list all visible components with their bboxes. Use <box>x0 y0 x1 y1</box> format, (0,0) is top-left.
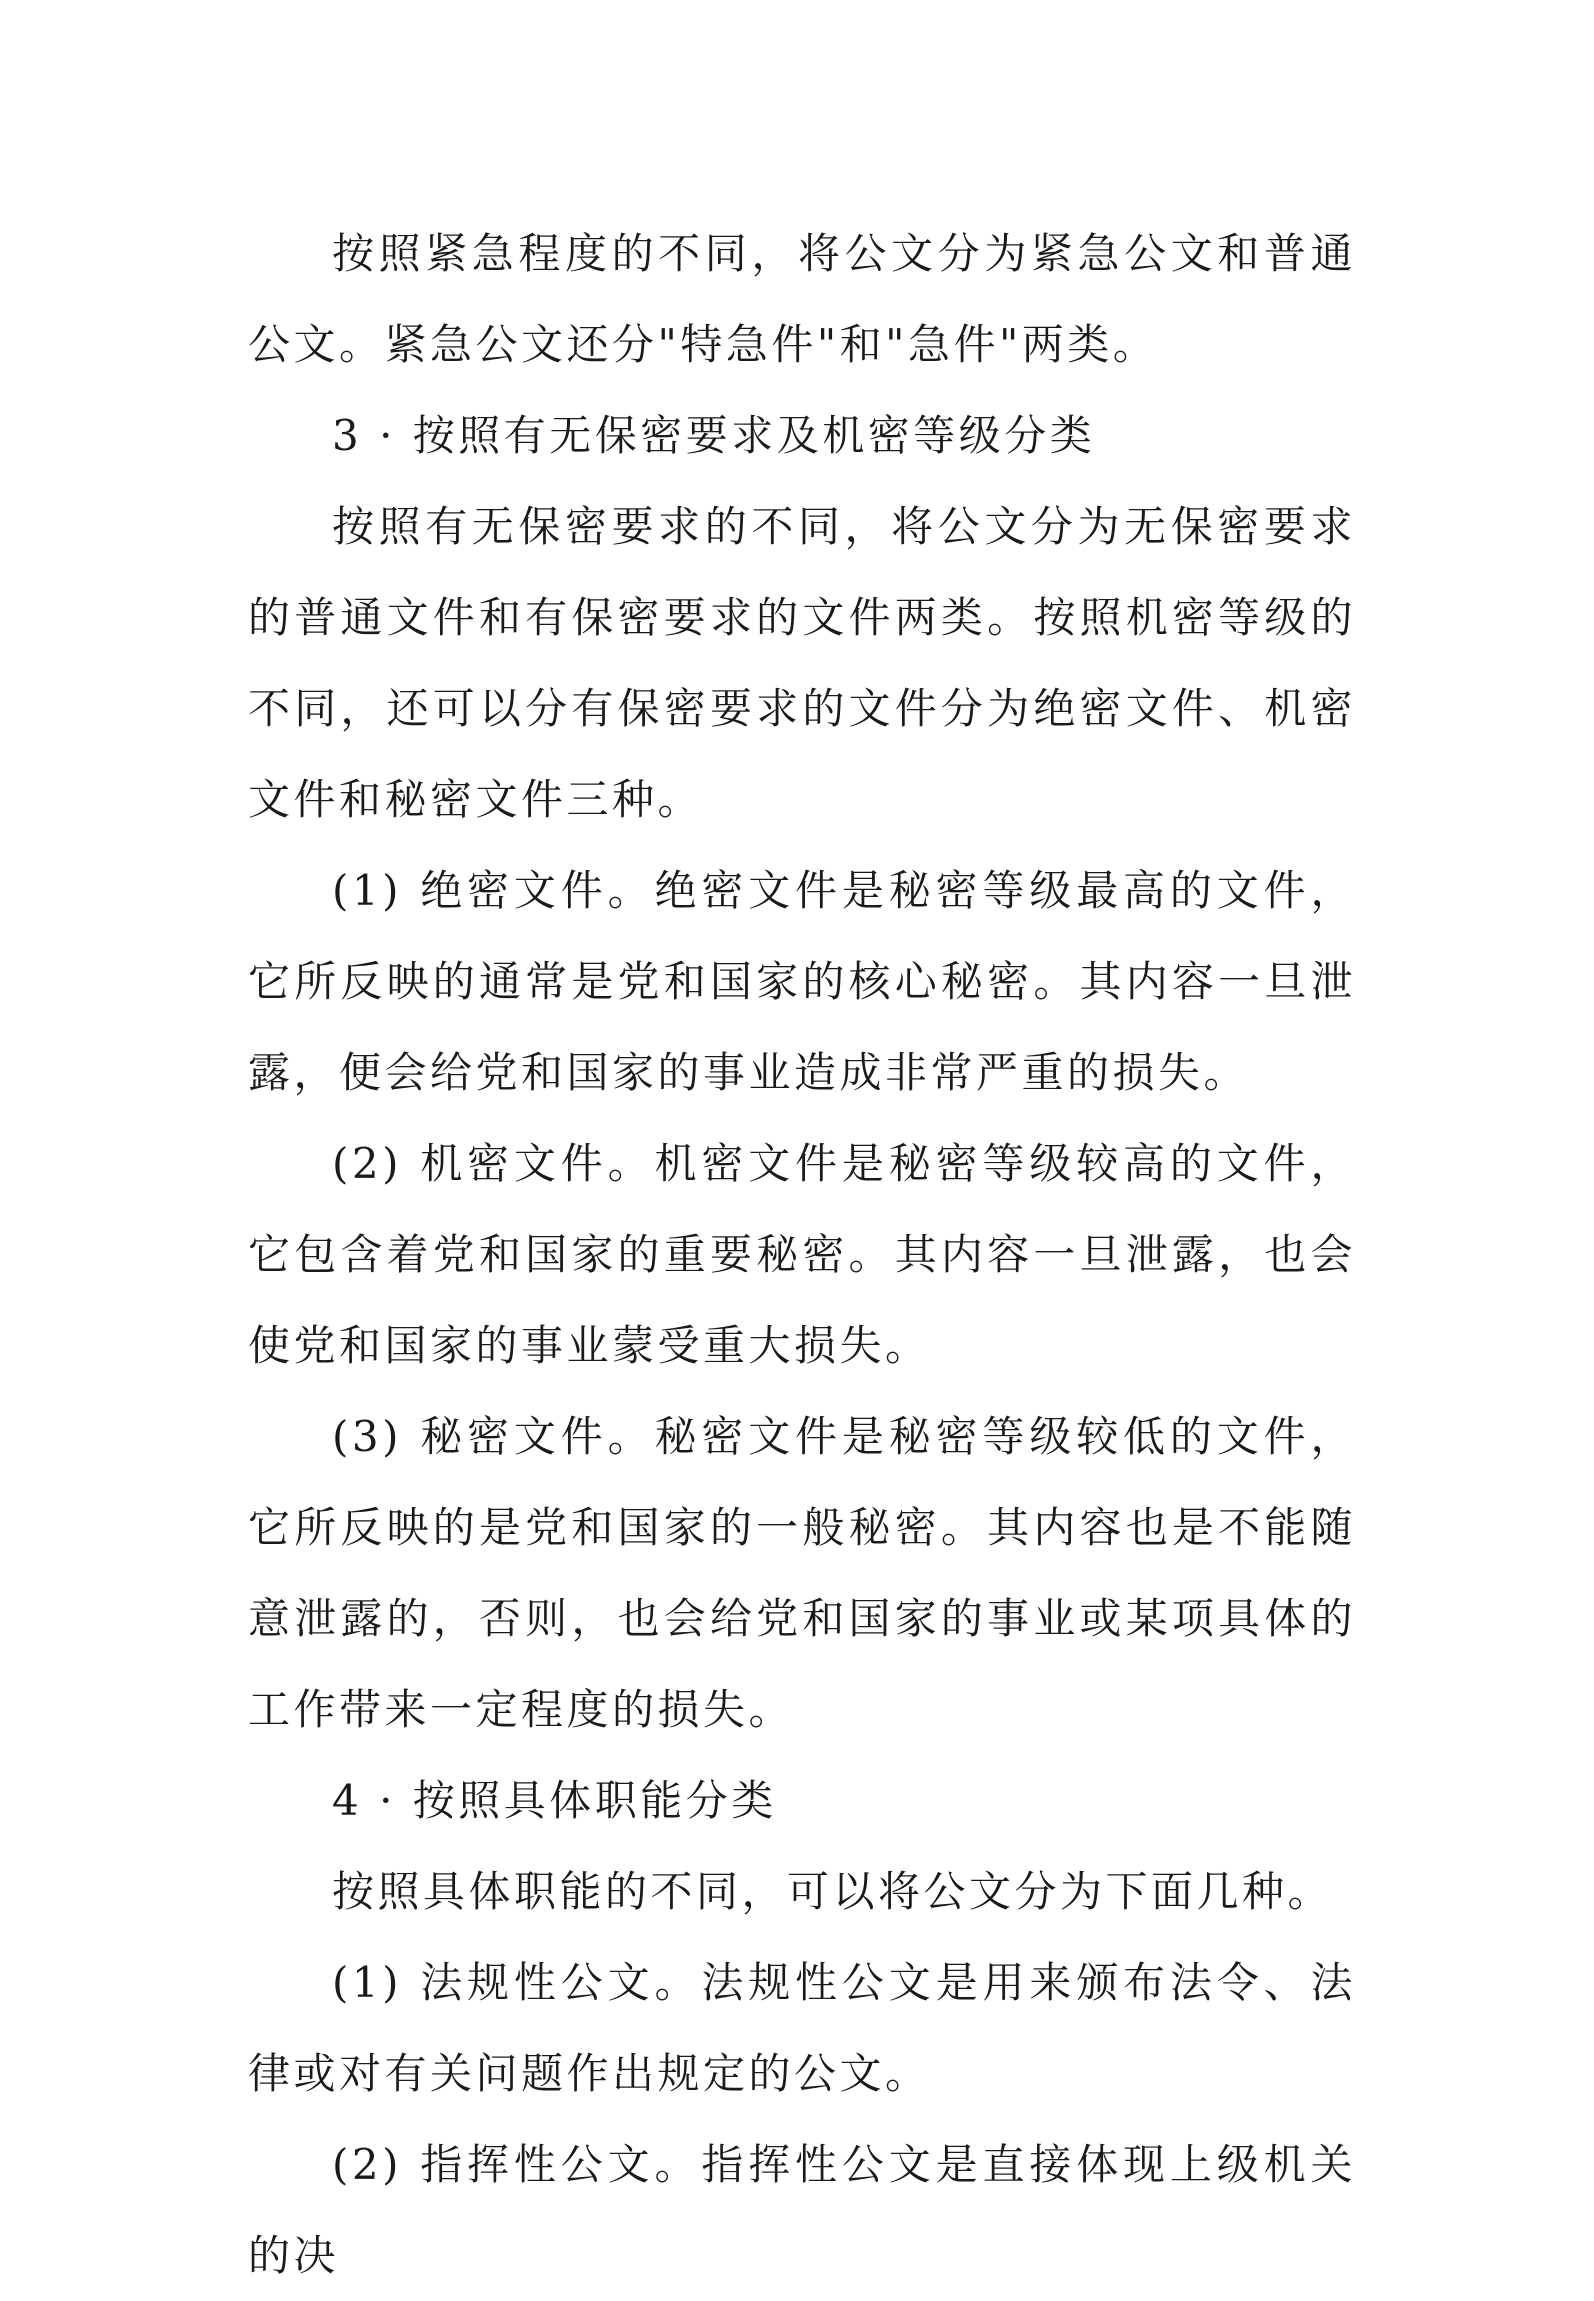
paragraph-directive: (2) 指挥性公文。指挥性公文是直接体现上级机关的决 <box>248 2140 1356 2280</box>
paragraph-confidentiality: 按照有无保密要求的不同，将公文分为无保密要求的普通文件和有保密要求的文件两类。按照机密等级的不同，还可以分有保密要求的文件分为绝密文件、机密文件和秘密文件三种。 <box>248 502 1356 824</box>
paragraph-urgency: 按照紧急程度的不同，将公文分为紧急公文和普通公文。紧急公文还分"特急件"和"急件"两类。 <box>248 229 1356 369</box>
paragraph-confidential: (3) 秘密文件。秘密文件是秘密等级较低的文件，它所反映的是党和国家的一般秘密。其内容也是不能随意泄露的，否则，也会给党和国家的事业或某项具体的工作带来一定程度的损失。 <box>248 1412 1356 1734</box>
section-heading-3: 3 · 按照有无保密要求及机密等级分类 <box>332 411 1096 460</box>
paragraph-regulatory: (1) 法规性公文。法规性公文是用来颁布法令、法律或对有关问题作出规定的公文。 <box>248 1958 1356 2098</box>
section-heading-4: 4 · 按照具体职能分类 <box>332 1776 777 1825</box>
paragraph-secret: (2) 机密文件。机密文件是秘密等级较高的文件，它包含着党和国家的重要秘密。其内容一旦泄露，也会使党和国家的事业蒙受重大损失。 <box>248 1139 1356 1370</box>
paragraph-function-intro: 按照具体职能的不同，可以将公文分为下面几种。 <box>332 1867 1334 1916</box>
paragraph-top-secret: (1) 绝密文件。绝密文件是秘密等级最高的文件，它所反映的通常是党和国家的核心秘密。其内容一旦泄露，便会给党和国家的事业造成非常严重的损失。 <box>248 866 1356 1097</box>
document-body <box>248 208 1356 2301</box>
